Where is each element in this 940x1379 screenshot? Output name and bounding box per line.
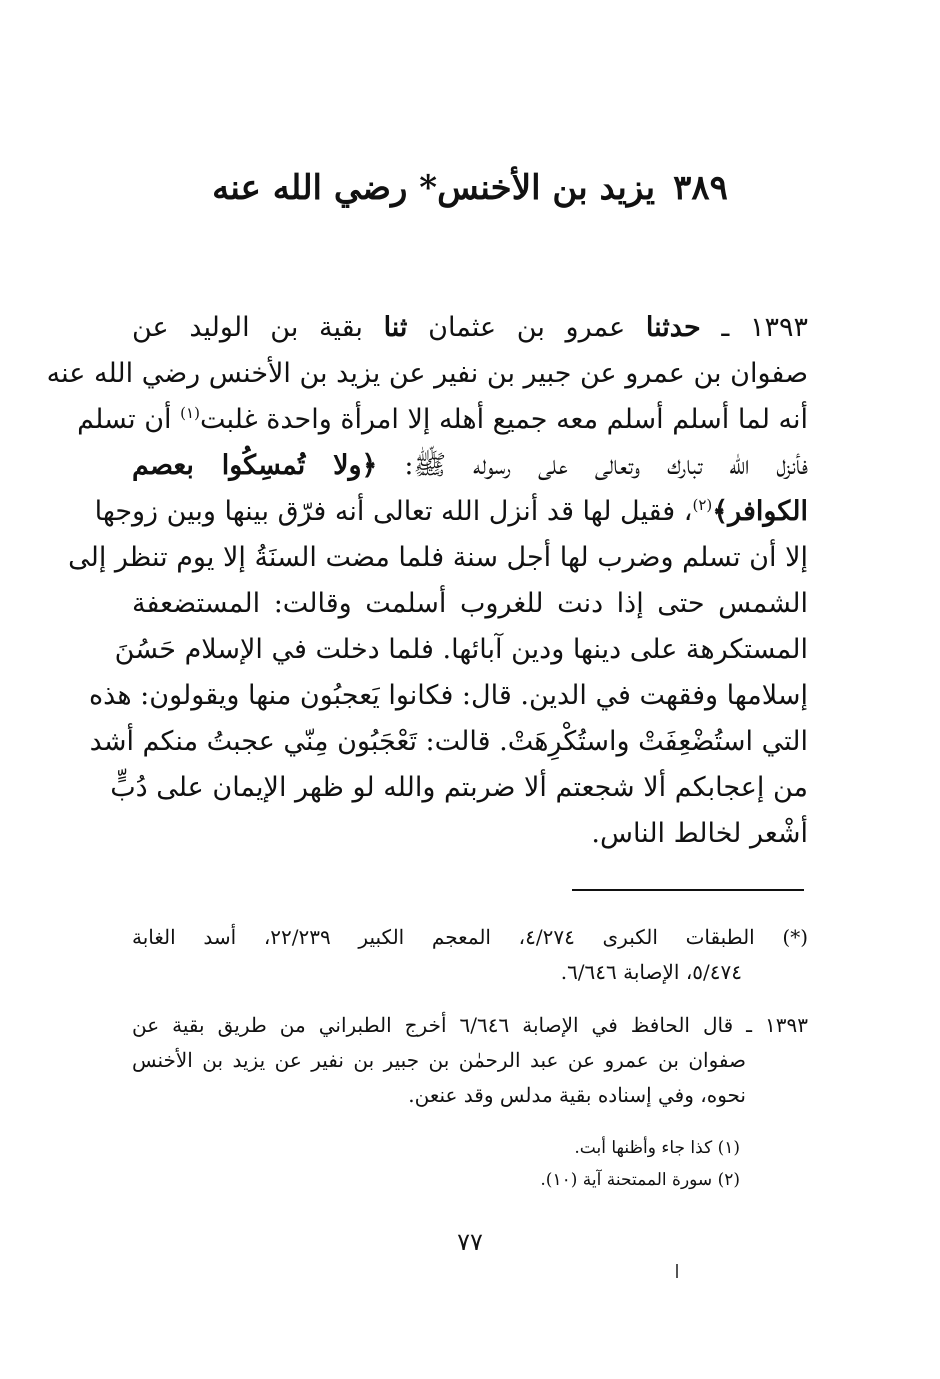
hadith-footnote xyxy=(132,1008,808,1113)
body-line: الكوافر﴾$^{(٢)}$، فقيل لها قد أنزل الله تعالى أنه فرّق بينها وبين زوجها xyxy=(94,496,808,527)
quran-quote: ﴿ولا تُمسِكُوا بعصم xyxy=(132,450,378,481)
body-line: الشمس حتى إذا دنت للغروب أسلمت وقالت: المستضعفة xyxy=(132,588,808,619)
body-line: إسلامها وفقهت في الدين. قال: فكانوا يَعجبُون منها ويقولون: هذه xyxy=(89,680,808,711)
source-footnote xyxy=(132,920,808,990)
narration-term: حدثنا xyxy=(645,312,701,343)
footnote-line: ٥/٤٧٤، الإصابة ٦/٦٤٦. xyxy=(560,960,742,984)
numbered-notes xyxy=(132,1132,740,1196)
page-number: ٧٧ xyxy=(457,1228,483,1256)
biography-heading xyxy=(120,168,820,208)
body-line: أشْعر لخالط الناس. xyxy=(591,818,808,849)
body-line: المستكرهة على دينها ودين آبائها. فلما دخلت في الإسلام حَسُنَ xyxy=(114,634,808,665)
hadith-text xyxy=(46,305,808,857)
footnote-line: (*) الطبقات الكبرى ٤/٢٧٤، المعجم الكبير ٢٢/٢٣٩، أسد الغابة xyxy=(132,925,808,949)
note-line: (٢) سورة الممتحنة آية (١٠). xyxy=(540,1170,740,1190)
body-line: فأنزل الله تبارك وتعالى على رسوله ﷺ: ﴿ولا تُمسِكُوا بعصم xyxy=(132,450,808,481)
body-line: صفوان بن عمرو عن جبير بن نفير عن يزيد بن الأخنس رضي الله عنه xyxy=(46,358,808,389)
body-line: إلا أن تسلم وضرب لها أجل سنة فلما مضت السنَةُ إلا يوم تنظر إلى xyxy=(68,542,808,573)
footnote-ref: (٢) xyxy=(692,496,713,514)
body-line: من إعجابكم ألا شجعتم ألا ضربتم والله لو ظهر الإيمان على دُبٍّ xyxy=(110,772,808,803)
note-line: (١) كذا جاء وأظنها أبت. xyxy=(574,1138,740,1158)
body-line: التي استُضْعِفَتْ واستُكْرِهَتْ. قالت: تَعْجَبُون مِنّي عجبتُ منكم أشد xyxy=(89,726,808,757)
narration-term: ثنا xyxy=(383,312,408,343)
quran-quote: الكوافر﴾ xyxy=(712,496,808,527)
footnote-line: صفوان بن عمرو عن عبد الرحمٰن بن جبير بن نفير عن يزيد بن الأخنس xyxy=(132,1048,746,1072)
biography-name: يزيد بن الأخنس* رضي الله عنه xyxy=(212,168,656,208)
body-line: ١٣٩٣ ـ حدثنا عمرو بن عثمان ثنا بقية بن الوليد عن xyxy=(132,312,808,343)
footnote-line: نحوه، وفي إسناده بقية مدلس وقد عنعن. xyxy=(408,1083,746,1107)
scan-mark xyxy=(676,1264,678,1278)
biography-number: ٣٨٩ xyxy=(673,168,728,208)
footnote-divider xyxy=(572,889,804,891)
footnote-ref: (١) xyxy=(180,404,200,422)
footnote-line: ١٣٩٣ ـ قال الحافظ في الإصابة ٦/٦٤٦ أخرج الطبراني من طريق بقية عن xyxy=(132,1013,808,1037)
body-line: أنه لما أسلم أسلم معه جميع أهله إلا امرأة واحدة غلبت$^{(١)}$ أن تسلم xyxy=(77,404,808,435)
